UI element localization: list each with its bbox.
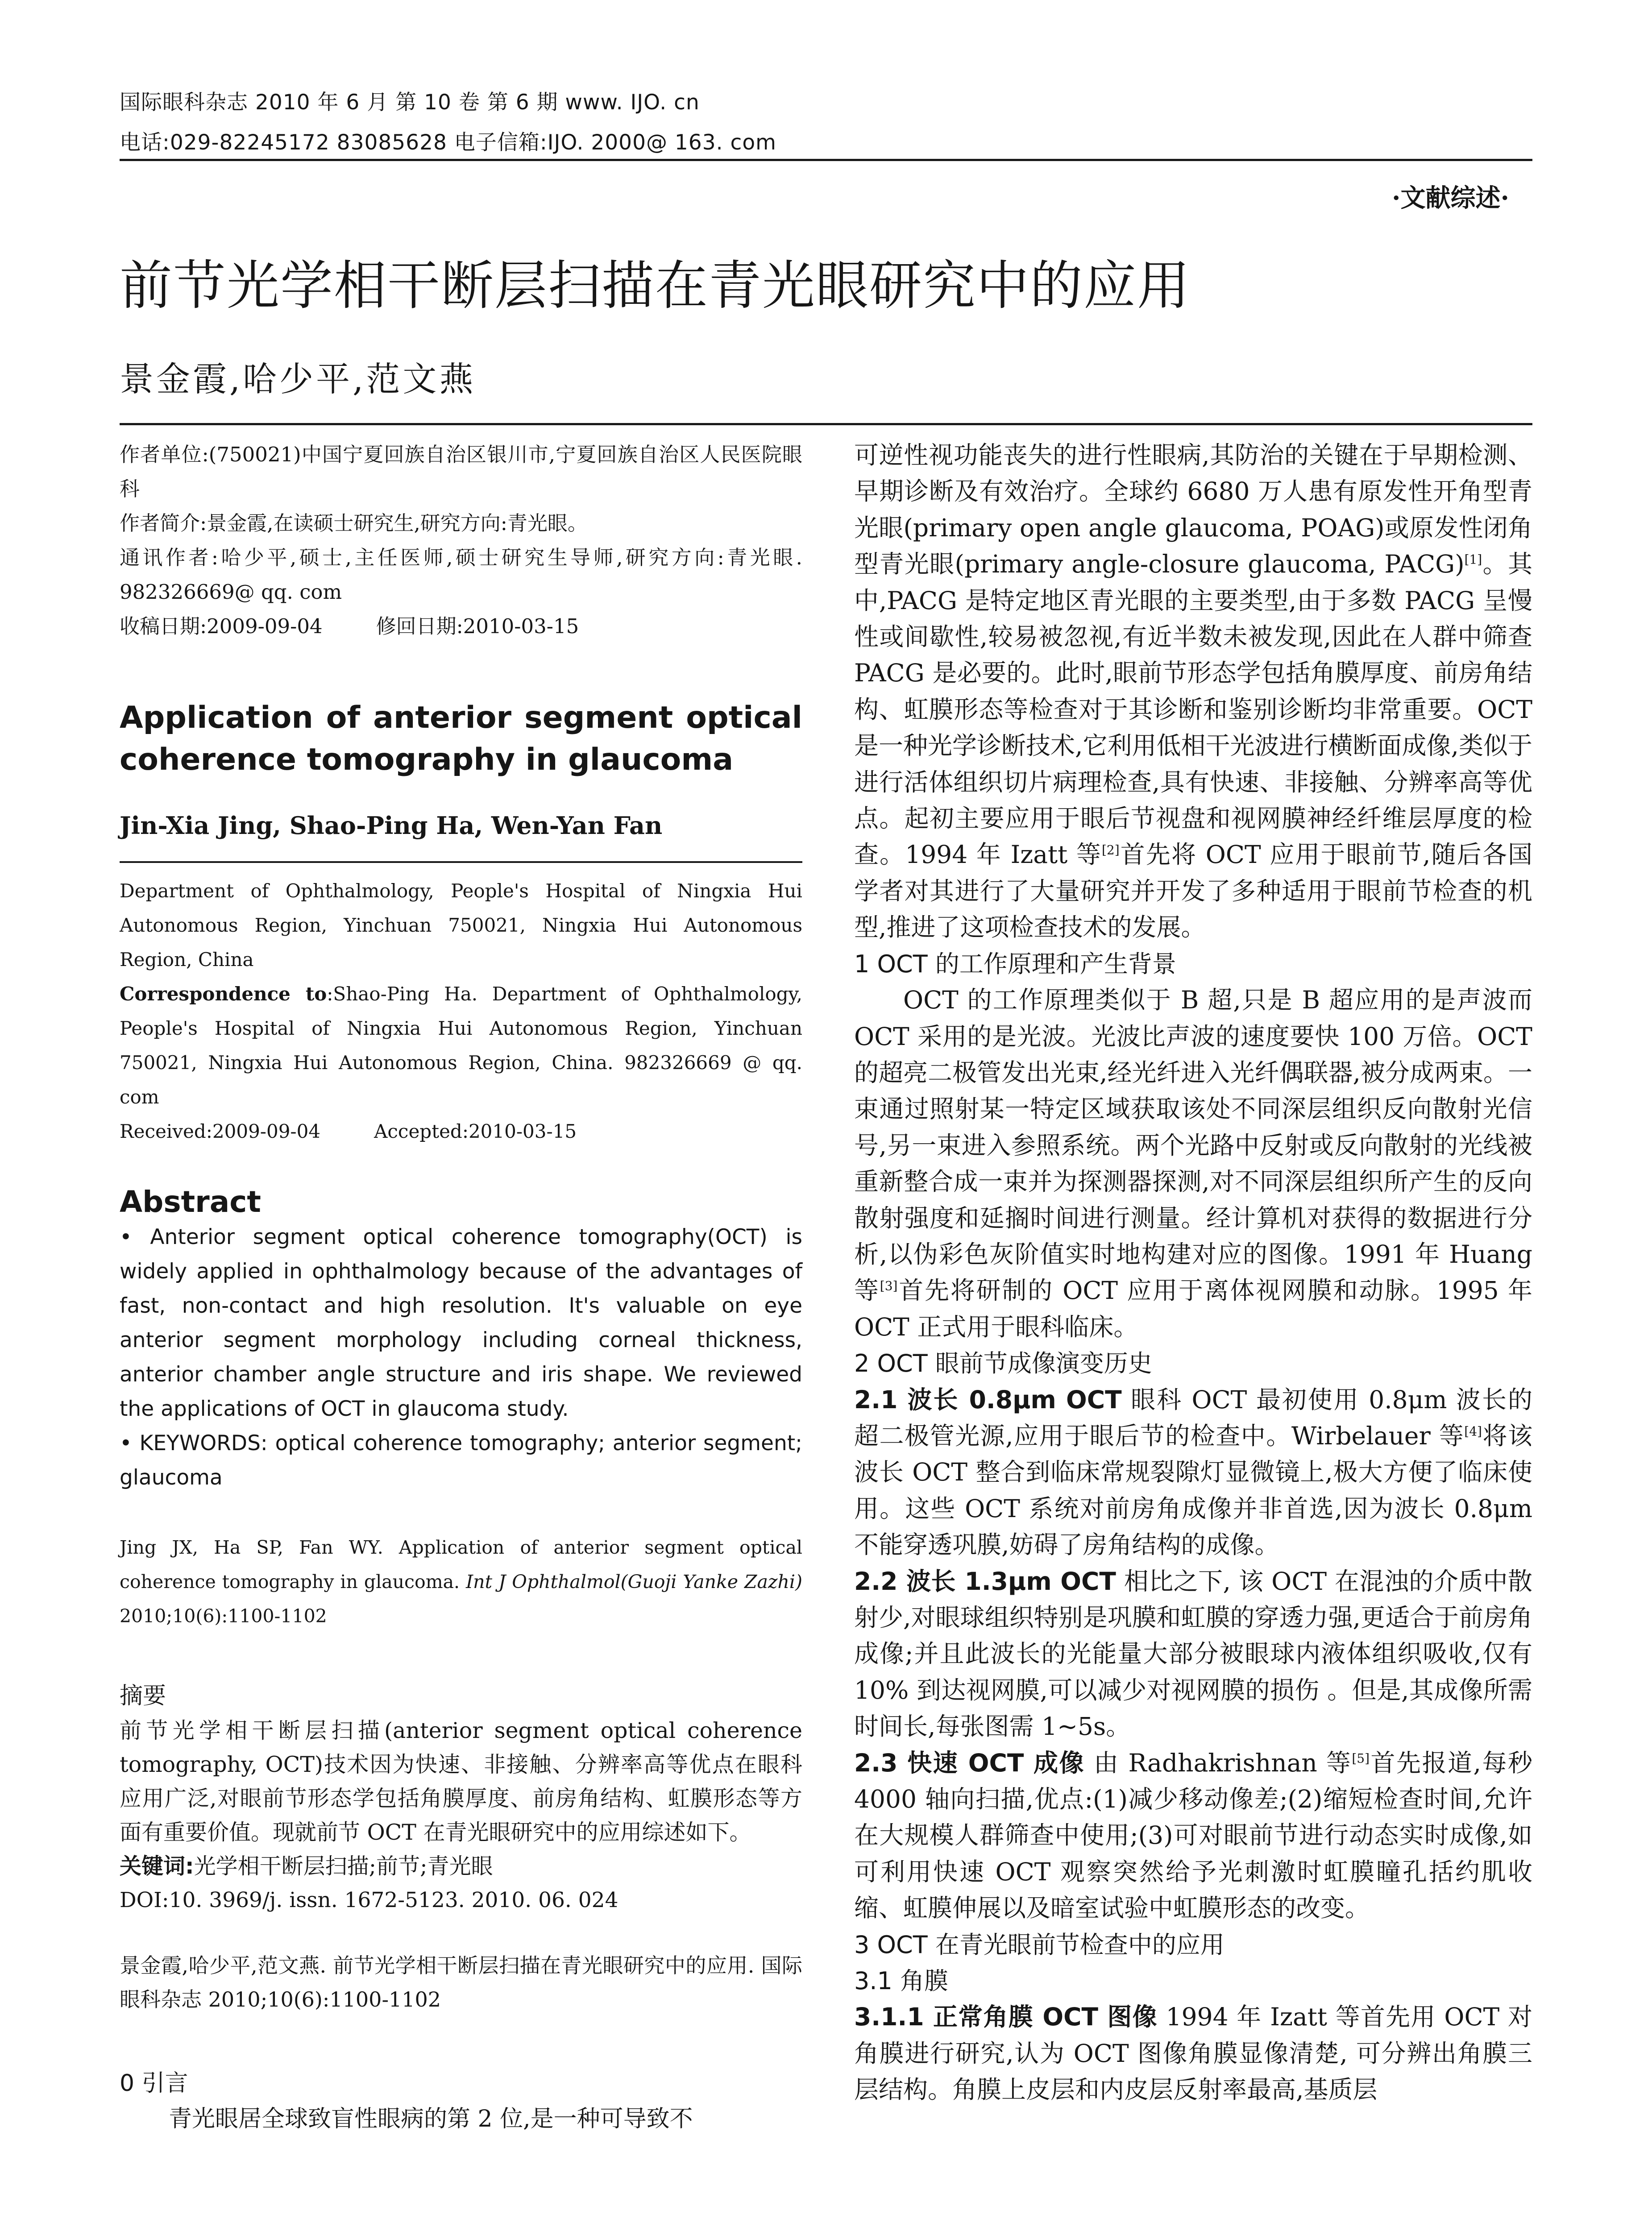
- abstract-cn-heading: 摘要: [120, 1683, 166, 1709]
- section-2-1-part2: 将该波长 OCT 整合到临床常规裂隙灯显微镜上,极大方便了临床使用。这些 OCT 系统对前房角成像并非首选,因为波长 0.8μm 不能穿透巩膜,妨碍了房角结构的成像。: [854, 1421, 1532, 1559]
- section-3-1-1-heading: 3.1.1 正常角膜 OCT 图像: [854, 2003, 1158, 2032]
- keywords-cn-label: 关键词:: [120, 1854, 194, 1879]
- section-1-text: [854, 982, 1532, 1345]
- authors-en-divider: [120, 861, 802, 863]
- authors-en: Jin-Xia Jing, Shao-Ping Ha, Wen-Yan Fan: [120, 811, 663, 840]
- keywords-cn: [120, 1849, 802, 1883]
- author-bio-cn: 作者简介:景金霞,在读硕士研究生,研究方向:青光眼。: [120, 511, 588, 535]
- right-column: [854, 437, 1532, 2108]
- correspondence-en: [120, 977, 802, 1114]
- section-3-1-1-text: 1994 年 Izatt 等首先用 OCT 对角膜进行研究,认为 OCT 图像角膜显像清楚, 可分辨出角膜三层结构。角膜上皮层和内皮层反射率最高,基质层: [854, 2003, 1532, 2104]
- abstract-text: • Anterior segment optical coherence tomography(OCT) is widely applied in ophthalmology because of the advantages of fast, non-contact and high resolution. It's valuable on eye anterior segment morphology including corneal thickness, anterior chamber angle structure and iris shape. We reviewed the applications of OCT in glaucoma study.: [120, 1225, 802, 1421]
- section-2-2: [854, 1563, 1532, 1745]
- section-2-2-text: 相比之下, 该 OCT 在混浊的介质中散射少,对眼球组织特别是巩膜和虹膜的穿透力强,更适合于前房角成像;并且此波长的光能量大部分被眼球内液体组织吸收,仅有 10% 到达视网膜,可以减少对视网膜的损伤 。但是,其成像所需时间长,每张图需 1~5s。: [854, 1567, 1532, 1741]
- paragraph-intro-continued: [854, 437, 1532, 946]
- citation-en-authors: Jing JX, Ha SP, Fan WY. Application of anterior segment optical coherence tomography in glaucoma.: [120, 1537, 802, 1592]
- citation-en-journal: Int J Ophthalmol(Guoji Yanke Zazhi): [465, 1571, 803, 1592]
- section-2-3-heading: 2.3 快速 OCT 成像: [854, 1748, 1085, 1777]
- citation-ref-3: [3]: [880, 1279, 898, 1294]
- authors-cn: 景金霞,哈少平,范文燕: [120, 359, 476, 399]
- department-en: Department of Ophthalmology, People's Hospital of Ningxia Hui Autonomous Region, Yinchuan 750021, Ningxia Hui Autonomous Region, China: [120, 880, 802, 970]
- intro-heading: 0 引言: [120, 2070, 188, 2097]
- section-2-3: [854, 1745, 1532, 1927]
- citation-en-volume: 2010;10(6):1100-1102: [120, 1605, 327, 1627]
- section-2-heading: 2 OCT 眼前节成像演变历史: [854, 1349, 1152, 1378]
- section-3-1-1: [854, 1999, 1532, 2108]
- revised-date-cn: 修回日期:2010-03-15: [376, 614, 579, 638]
- keywords-cn-text: 光学相干断层扫描;前节;青光眼: [194, 1854, 493, 1879]
- section-1-part2: 首先将研制的 OCT 应用于离体视网膜和动脉。1995 年 OCT 正式用于眼科临床。: [854, 1276, 1532, 1341]
- section-2-3-part1: 由 Radhakrishnan 等: [1085, 1748, 1352, 1777]
- section-2-1-heading: 2.1 波长 0.8μm OCT: [854, 1385, 1122, 1414]
- abstract-cn-text: 前节光学相干断层扫描(anterior segment optical coherence tomography, OCT)技术因为快速、非接触、分辨率高等优点在眼科应用广泛,对眼前节形态学包括角膜厚度、前房角结构、虹膜形态等方面有重要价值。现就前节 OCT 在青光眼研究中的应用综述如下。: [120, 1718, 802, 1845]
- title-divider: [120, 423, 1532, 425]
- paragraph-intro-part2: 。其中,PACG 是特定地区青光眼的主要类型,由于多数 PACG 呈慢性或间歇性,较易被忽视,有近半数未被发现,因此在人群中筛查 PACG 是必要的。此时,眼前节形态学包括角膜厚度、前房角结构、虹膜形态等检查对于其诊断和鉴别诊断均非常重要。OCT 是一种光学诊断技术,它利用低相干光波进行横断面成像,类似于进行活体组织切片病理检查,具有快速、非接触、分辨率高等优点。起初主要应用于眼后节视盘和视网膜神经纤维层厚度的检查。1994 年 Izatt 等: [854, 550, 1532, 869]
- section-1-heading: 1 OCT 的工作原理和产生背景: [854, 950, 1176, 978]
- abstract-heading: Abstract: [120, 1185, 261, 1219]
- section-3-1-heading: 3.1 角膜: [854, 1967, 949, 1995]
- dates-en: [120, 1114, 802, 1149]
- article-title-cn: 前节光学相干断层扫描在青光眼研究中的应用: [120, 255, 1191, 316]
- paragraph-intro-part1: 可逆性视功能丧失的进行性眼病,其防治的关键在于早期检测、早期诊断及有效治疗。全球约 6680 万人患有原发性开角型青光眼(primary open angle glaucoma, POAG)或原发性闭角型青光眼(primary angle-closure glaucoma, PACG): [854, 441, 1532, 579]
- journal-header-line2: 电话:029-82245172 83085628 电子信箱:IJO. 2000@ 163. com: [120, 130, 776, 155]
- received-date-en: Received:2009-09-04: [120, 1120, 321, 1142]
- correspondence-label: Correspondence to: [120, 983, 327, 1005]
- section-2-2-heading: 2.2 波长 1.3μm OCT: [854, 1567, 1116, 1596]
- citation-en: [120, 1530, 802, 1634]
- corresponding-author-cn: 通讯作者:哈少平,硕士,主任医师,硕士研究生导师,研究方向:青光眼. 982326669@ qq. com: [120, 546, 802, 604]
- intro-text: 青光眼居全球致盲性眼病的第 2 位,是一种可导致不: [169, 2106, 693, 2132]
- article-title-en: Application of anterior segment optical coherence tomography in glaucoma: [120, 700, 802, 777]
- citation-ref-4: [4]: [1464, 1424, 1482, 1439]
- accepted-date-en: Accepted:2010-03-15: [374, 1120, 577, 1142]
- paragraph-intro-part3: 首先将 OCT 应用于眼前节,随后各国学者对其进行了大量研究并开发了多种适用于眼前节检查的机型,推进了这项检查技术的发展。: [854, 840, 1532, 942]
- dates-cn: [120, 609, 802, 643]
- citation-ref-5: [5]: [1352, 1751, 1370, 1766]
- keywords-en: • KEYWORDS: optical coherence tomography; anterior segment; glaucoma: [120, 1431, 802, 1490]
- received-date-cn: 收稿日期:2009-09-04: [120, 614, 323, 638]
- section-tag: ·文献综述·: [1392, 183, 1509, 213]
- left-column: [120, 437, 802, 2137]
- citation-ref-1: [1]: [1464, 552, 1482, 567]
- journal-header-line1: 国际眼科杂志 2010 年 6 月 第 10 卷 第 6 期 www. IJO. cn: [120, 90, 700, 115]
- header-divider: [120, 159, 1532, 161]
- section-2-1-part1: 眼科 OCT 最初使用 0.8μm 波长的超二极管光源,应用于眼后节的检查中。Wirbelauer 等: [854, 1385, 1532, 1450]
- citation-cn: 景金霞,哈少平,范文燕. 前节光学相干断层扫描在青光眼研究中的应用. 国际眼科杂志 2010;10(6):1100-1102: [120, 1953, 802, 2011]
- section-3-heading: 3 OCT 在青光眼前节检查中的应用: [854, 1930, 1224, 1959]
- section-1-part1: OCT 的工作原理类似于 B 超,只是 B 超应用的是声波而 OCT 采用的是光波。光波比声波的速度要快 100 万倍。OCT 的超亮二极管发出光束,经光纤进入光纤偶联器,被分成两束。一束通过照射某一特定区域获取该处不同深层组织反向散射光信号,另一束进入参照系统。两个光路中反射或反向散射的光线被重新整合成一束并为探测器探测,对不同深层组织所产生的反向散射强度和延搁时间进行测量。经计算机对获得的数据进行分析,以伪彩色灰阶值实时地构建对应的图像。1991 年 Huang 等: [854, 986, 1532, 1305]
- section-2-3-part2: 首先报道,每秒 4000 轴向扫描,优点:(1)减少移动像差;(2)缩短检查时间,允许在大规模人群筛查中使用;(3)可对眼前节进行动态实时成像,如可利用快速 OCT 观察突然给予光刺激时虹膜瞳孔括约肌收缩、虹膜伸展以及暗室试验中虹膜形态的改变。: [854, 1748, 1532, 1923]
- citation-ref-2: [2]: [1102, 843, 1120, 858]
- doi: DOI:10. 3969/j. issn. 1672-5123. 2010. 06. 024: [120, 1888, 618, 1912]
- affiliation-cn: 作者单位:(750021)中国宁夏回族自治区银川市,宁夏回族自治区人民医院眼科: [120, 443, 802, 501]
- correspondence-text: :Shao-Ping Ha. Department of Ophthalmology, People's Hospital of Ningxia Hui Autonomous Region, Yinchuan 750021, Ningxia Hui Autonomous Region, China. 982326669 @ qq. com: [120, 983, 803, 1108]
- section-2-1: [854, 1382, 1532, 1563]
